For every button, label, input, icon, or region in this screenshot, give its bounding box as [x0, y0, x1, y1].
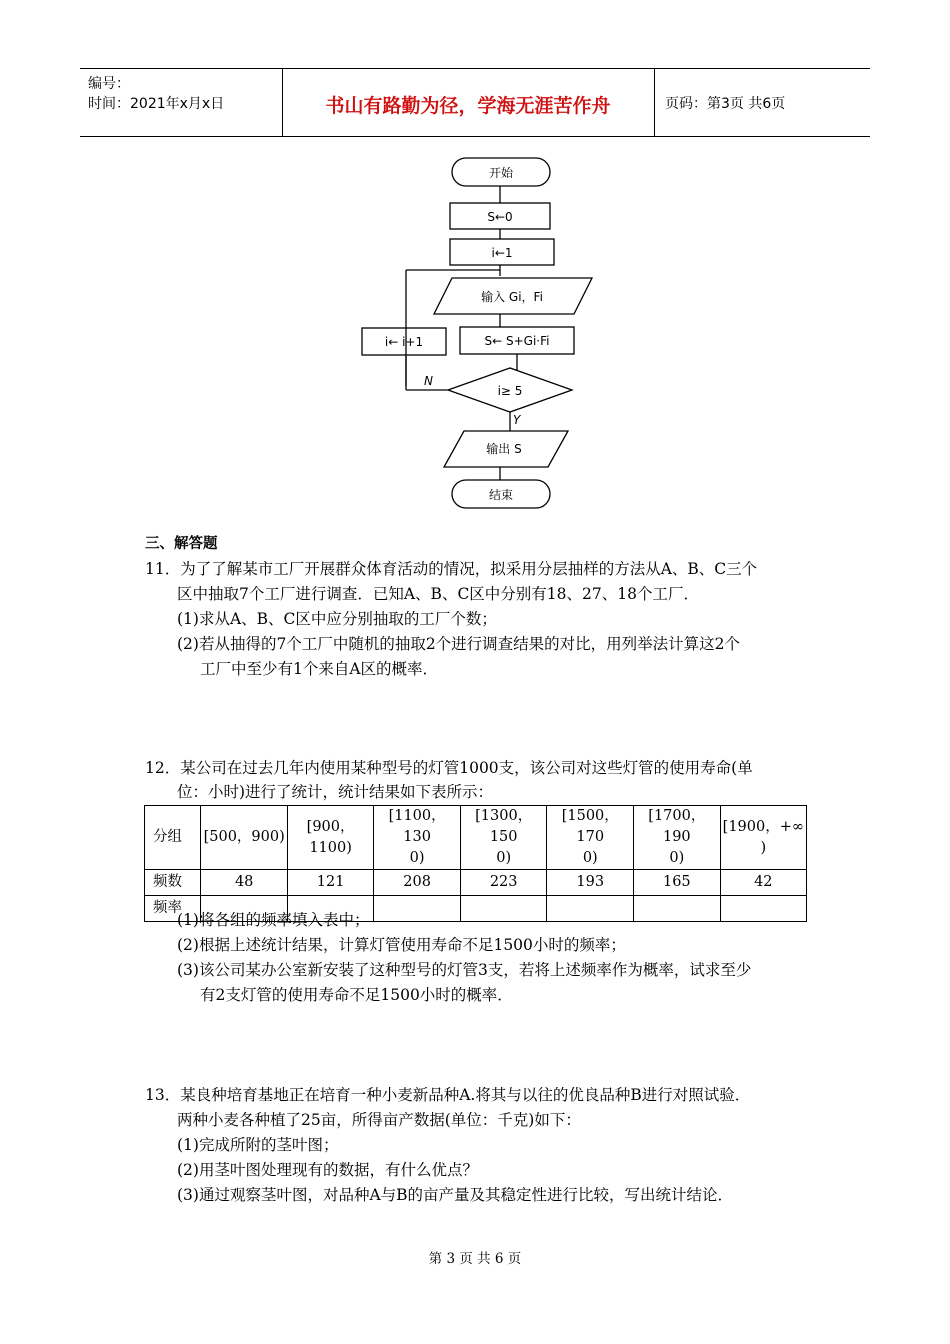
condition-text: i≥ 5 — [497, 384, 523, 398]
end-text: 结束 — [488, 488, 514, 502]
q12-line2: 位：小时)进行了统计，统计结果如下表所示： — [177, 783, 494, 801]
number-label: 编号： — [88, 76, 130, 92]
page-header — [80, 68, 870, 137]
rate-cell — [634, 896, 721, 922]
frequency-table — [144, 805, 807, 922]
rate-header: 频率 — [145, 896, 201, 922]
q12-sub2: (2)根据上述统计结果，计算灯管使用寿命不足1500小时的频率； — [177, 936, 626, 954]
start-text: 开始 — [488, 166, 514, 180]
q11-sub1: (1)求从A、B、C区中应分别抽取的工厂个数； — [177, 610, 497, 628]
count-cell: 193 — [547, 870, 634, 896]
group-cell: [1900，+∞ ) — [720, 806, 806, 870]
rate-cell — [547, 896, 634, 922]
input-text: 输入 Gi，Fi — [481, 290, 543, 304]
motto: 书山有路勤为径，学海无涯苦作舟 — [325, 95, 611, 117]
count-cell: 223 — [460, 870, 547, 896]
count-cell: 165 — [634, 870, 721, 896]
init-s-text: S←0 — [487, 210, 513, 224]
q12-sub3b: 有2支灯管的使用寿命不足1500小时的概率． — [200, 986, 513, 1004]
yes-label: Y — [513, 413, 521, 427]
table-row-groups — [145, 806, 807, 870]
q12-sub3a: (3)该公司某办公室新安装了这种型号的灯管3支，若将上述频率作为概率，试求至少 — [177, 961, 752, 979]
freq-header: 频数 — [145, 870, 201, 896]
q13-sub1: (1)完成所附的茎叶图； — [177, 1136, 339, 1154]
group-cell: [1700，190 0) — [634, 806, 721, 870]
q11-sub2b: 工厂中至少有1个来自A区的概率． — [200, 660, 439, 678]
header-motto-cell — [282, 69, 655, 136]
q11-line1: 11．为了了解某市工厂开展群众体育活动的情况，拟采用分层抽样的方法从A、B、C三个 — [145, 560, 758, 578]
group-cell: [1300，150 0) — [460, 806, 547, 870]
rate-cell — [460, 896, 547, 922]
header-page-cell — [655, 69, 870, 136]
rate-cell — [374, 896, 461, 922]
count-cell: 48 — [201, 870, 287, 896]
count-cell: 208 — [374, 870, 461, 896]
page-label: 页码：第3页 共6页 — [665, 96, 786, 112]
group-cell: [1500，170 0) — [547, 806, 634, 870]
q13-sub2: (2)用茎叶图处理现有的数据，有什么优点？ — [177, 1161, 478, 1179]
q11-line2: 区中抽取7个工厂进行调查．已知A、B、C区中分别有18、27、18个工厂． — [177, 585, 699, 603]
header-meta — [80, 69, 283, 136]
q13-line2: 两种小麦各种植了25亩，所得亩产数据(单位：千克)如下： — [177, 1111, 581, 1129]
q13-sub3: (3)通过观察茎叶图，对品种A与B的亩产量及其稳定性进行比较，写出统计结论． — [177, 1186, 734, 1204]
group-cell: [500，900) — [201, 806, 287, 870]
count-cell: 42 — [720, 870, 806, 896]
group-cell: [900，1100) — [287, 806, 373, 870]
q11-sub2a: (2)若从抽得的7个工厂中随机的抽取2个进行调查结果的对比，用列举法计算这2个 — [177, 635, 741, 653]
output-text: 输出 S — [486, 442, 522, 456]
group-header: 分组 — [145, 806, 201, 870]
table-row-counts — [145, 870, 807, 896]
accumulate-text: S← S+Gi·Fi — [484, 334, 550, 348]
no-label: N — [424, 374, 433, 388]
page-footer: 第 3 页 共 6 页 — [428, 1251, 522, 1267]
group-cell: [1100，130 0) — [374, 806, 461, 870]
count-cell: 121 — [287, 870, 373, 896]
init-i-text: i←1 — [491, 246, 513, 260]
time-label: 时间：2021年x月x日 — [88, 96, 225, 112]
q12-sub1: (1)将各组的频率填入表中； — [177, 911, 370, 929]
rate-cell — [720, 896, 806, 922]
increment-text: i← i+1 — [384, 335, 424, 349]
q13-line1: 13．某良种培育基地正在培育一种小麦新品种A.将其与以往的优良品种B进行对照试验． — [145, 1086, 751, 1104]
section-title: 三、解答题 — [145, 536, 218, 552]
flowchart — [340, 150, 600, 515]
q12-line1: 12．某公司在过去几年内使用某种型号的灯管1000支，该公司对这些灯管的使用寿命(单 — [145, 759, 753, 777]
